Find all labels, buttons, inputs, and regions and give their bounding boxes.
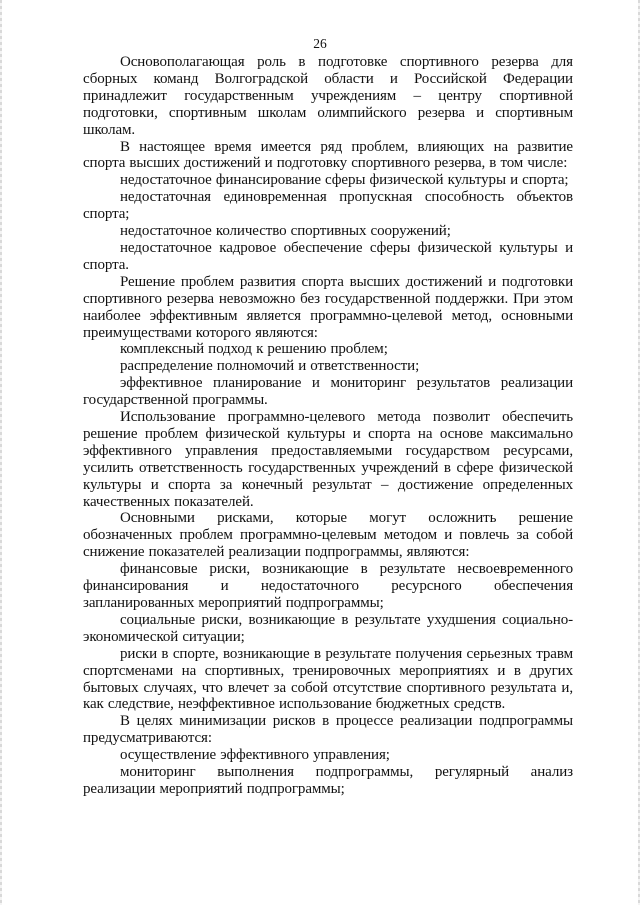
paragraph-problems-intro: В настоящее время имеется ряд проблем, влияющих на развитие спорта высших достижений и подготовку спортивного резерва, в том числе:: [83, 138, 573, 172]
paragraph-risks-intro: Основными рисками, которые могут осложнить решение обозначенных проблем программно-целевым методом и повлечь за собой снижение показателей реализации подпрограммы, являются:: [83, 510, 573, 561]
paragraph-advantage-distribution: распределение полномочий и ответственности;: [120, 358, 420, 375]
paragraph-mitigation-monitoring: мониторинг выполнения подпрограммы, регулярный анализ реализации мероприятий подпрограммы;: [83, 764, 573, 797]
page-number: 26: [313, 36, 327, 51]
paragraph-advantage-complex: комплексный подход к решению проблем;: [120, 341, 388, 358]
paragraph-problem-capacity: недостаточная единовременная пропускная способность объектов спорта;: [83, 189, 573, 223]
paragraph-role-of-institutions: Основополагающая роль в подготовке спортивного резерва для сборных команд Волгоградской области и Российской Федерации принадлежит государственным учреждениям – центру спортивной подготовки, спортивным школам олимпийского резерва и спортивным школам.: [83, 54, 573, 138]
paragraph-risk-social: социальные риски, возникающие в результате ухудшения социально-экономической ситуации;: [83, 611, 573, 645]
paragraph-program-method: Решение проблем развития спорта высших достижений и подготовки спортивного резерва невозможно без государственной поддержки. При этом наиболее эффективным является программно-целевой метод, основными преимуществами которого являются:: [83, 273, 573, 341]
paragraph-risk-financial: финансовые риски, возникающие в результате несвоевременного финансирования и недостаточного ресурсного обеспечения запланированных мероприятий подпрограммы;: [83, 561, 573, 611]
paragraph-problem-staffing: недостаточное кадровое обеспечение сферы физической культуры и спорта.: [83, 239, 573, 273]
paragraph-mitigation-intro: В целях минимизации рисков в процессе реализации подпрограммы предусматриваются:: [83, 713, 573, 747]
document-body: [83, 54, 573, 798]
scan-left-edge: [0, 0, 2, 905]
paragraph-method-usage: Использование программно-целевого метода позволит обеспечить решение проблем физической культуры и спорта на основе максимально эффективного управления предоставляемыми государством ресурсами, усилить ответственность государственных учреждений в сфере физической культуры и спорта за конечный результат – достижение определенных качественных показателей.: [83, 409, 573, 510]
paragraph-problem-financing: недостаточное финансирование сферы физической культуры и спорта;: [120, 172, 569, 189]
paragraph-mitigation-management: осуществление эффективного управления;: [120, 747, 390, 764]
paragraph-risk-sport: риски в спорте, возникающие в результате получения серьезных травм спортсменами на спортивных, тренировочных мероприятиях и в других бытовых случаях, что влечет за собой отсутствие спортивного результата и, как следствие, неэффективное использование бюджетных средств.: [83, 645, 573, 713]
paragraph-problem-facilities: недостаточное количество спортивных сооружений;: [120, 223, 451, 240]
paragraph-advantage-planning: эффективное планирование и мониторинг результатов реализации государственной программы.: [83, 375, 573, 409]
